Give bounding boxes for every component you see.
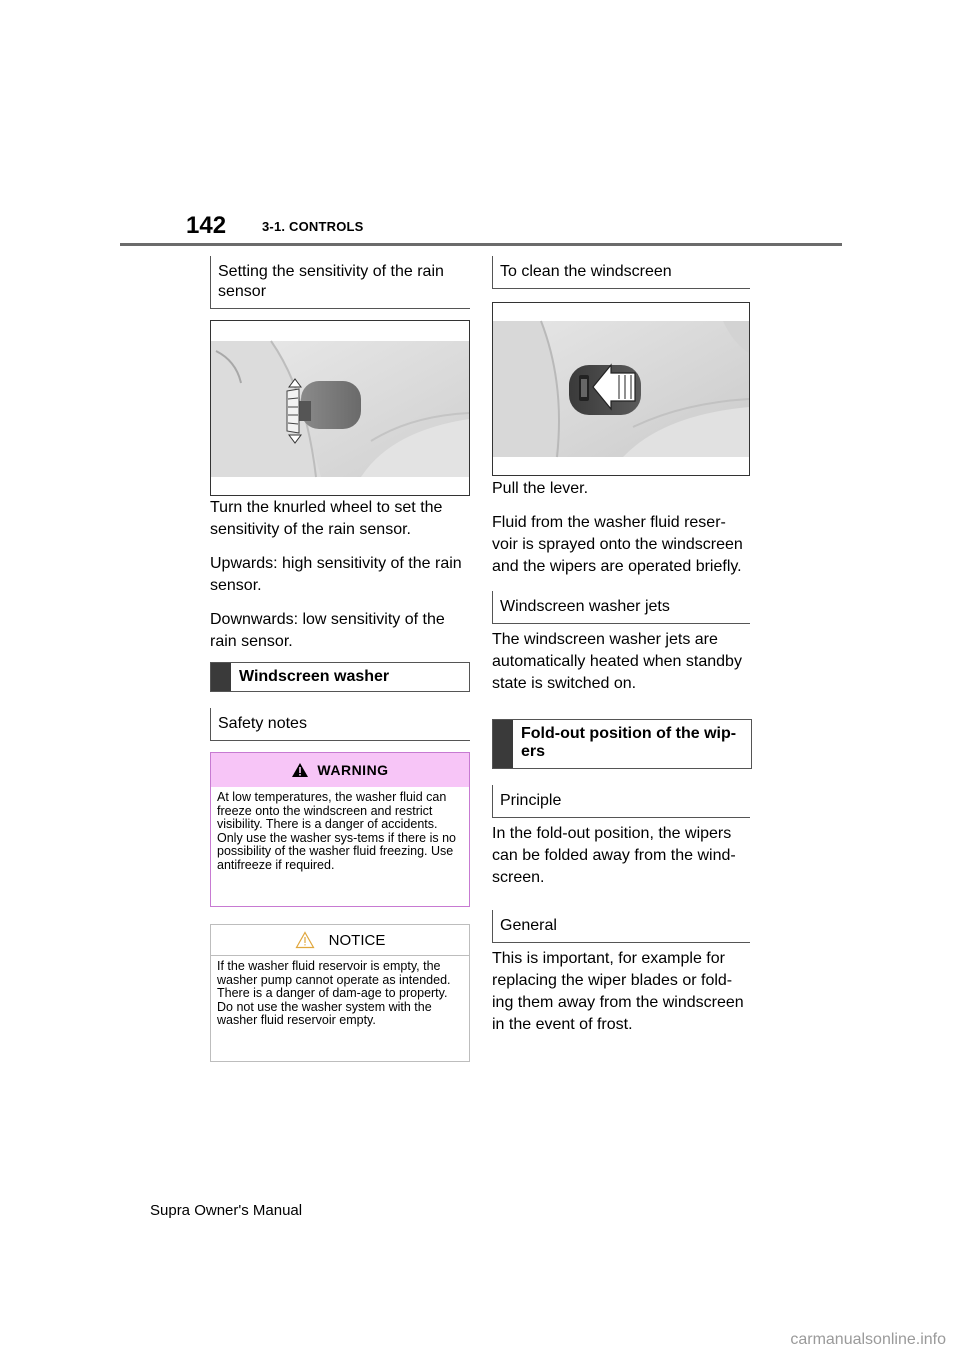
notice-header (211, 925, 469, 955)
rain-sensor-illustration (211, 321, 469, 495)
clean-windscreen-paragraph: Pull the lever. (492, 480, 589, 497)
clean-windscreen-heading (492, 256, 750, 289)
warning-box (210, 752, 470, 907)
fold-out-heading-text: Fold-out position of the wip-ers (521, 725, 737, 760)
notice-text: If the washer fluid reservoir is empty, the washer pump cannot operate as intended. There is a danger of dam-age to property. Do not use the washer system with the washer fluid reservoir empty. (211, 955, 469, 1034)
warning-text: At low temperatures, the washer fluid can freeze onto the windscreen and restrict visibility. There is a danger of accidents. Only use the washer sys-tems if there is no possibility of the washer fluid freezing. Use antifreeze if required. (217, 790, 456, 872)
rain-sensor-heading (210, 256, 470, 309)
heading-bar (493, 720, 513, 768)
warning-header (211, 753, 469, 787)
warning-triangle-icon (291, 762, 309, 778)
notice-box (210, 924, 470, 1062)
rain-sensor-paragraph: Downwards: low sensitivity of the rain sensor. (210, 611, 445, 650)
principle-heading (492, 785, 750, 818)
general-body (492, 948, 750, 1048)
general-heading-text: General (500, 917, 557, 934)
section-title: 3-1. CONTROLS (262, 219, 364, 234)
general-heading (492, 910, 750, 943)
heading-bar (211, 663, 231, 691)
rain-sensor-figure (210, 320, 470, 496)
washer-jets-heading (492, 591, 750, 624)
watermark: carmanualsonline.info (790, 1331, 946, 1348)
safety-notes-heading-text: Safety notes (218, 715, 307, 732)
windscreen-washer-heading-text: Windscreen washer (239, 668, 390, 685)
clean-windscreen-heading-text: To clean the windscreen (500, 263, 672, 280)
washer-lever-illustration (493, 303, 749, 475)
general-paragraph: This is important, for example for replacing the wiper blades or fold-ing them away from the windscreen in the event of frost. (492, 950, 744, 1033)
windscreen-washer-heading (210, 662, 470, 692)
principle-paragraph: In the fold-out position, the wipers can be folded away from the wind-screen. (492, 825, 736, 886)
manual-footer: Supra Owner's Manual (150, 1202, 303, 1219)
washer-jets-heading-text: Windscreen washer jets (500, 598, 670, 615)
notice-triangle-icon (295, 931, 315, 949)
safety-notes-heading (210, 708, 470, 741)
rain-sensor-paragraph: Turn the knurled wheel to set the sensitivity of the rain sensor. (210, 499, 443, 538)
clean-windscreen-body (492, 478, 750, 590)
notice-label: NOTICE (328, 931, 386, 949)
warning-label: WARNING (317, 762, 389, 778)
clean-windscreen-paragraph: Fluid from the washer fluid reser-voir is sprayed onto the windscreen and the wipers are operated briefly. (492, 514, 743, 575)
principle-heading-text: Principle (500, 792, 562, 809)
principle-body (492, 823, 750, 901)
rain-sensor-paragraph: Upwards: high sensitivity of the rain sensor. (210, 555, 462, 594)
rain-sensor-body (210, 497, 468, 665)
washer-jets-body (492, 629, 750, 707)
clean-windscreen-figure (492, 302, 750, 476)
rain-sensor-heading-text: Setting the sensitivity of the rain sensor (218, 263, 444, 300)
header-rule (120, 243, 842, 246)
fold-out-heading (492, 719, 752, 769)
washer-jets-paragraph: The windscreen washer jets are automatically heated when standby state is switched on. (492, 631, 742, 692)
page-number: 142 (186, 212, 227, 239)
